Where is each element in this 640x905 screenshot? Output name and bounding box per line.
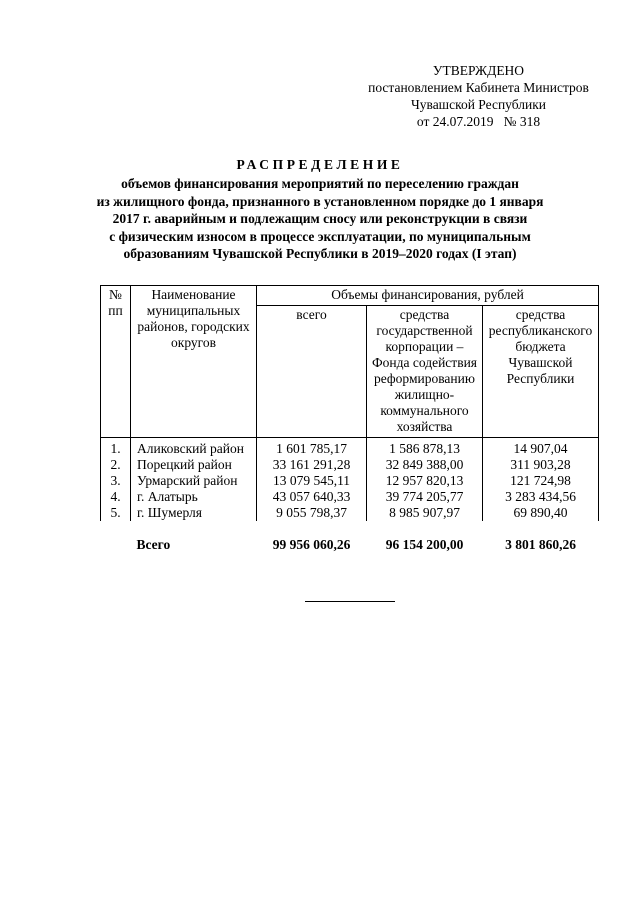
- row-republic: 3 283 434,56: [483, 489, 599, 505]
- document-title: [60, 155, 580, 263]
- row-republic: 14 907,04: [483, 438, 599, 458]
- row-name: Аликовский район: [131, 438, 257, 458]
- table-row: [101, 457, 599, 473]
- approval-heading: УТВЕРЖДЕНО: [432, 63, 525, 78]
- header-fund: средства государственной корпорации – Фонда содействия реформированию жилищно-коммунального хозяйства: [367, 306, 483, 438]
- title-line-4: с физическим износом в процессе эксплуатации, по муниципальным: [109, 228, 531, 244]
- row-fund: 8 985 907,97: [367, 505, 483, 521]
- table-row: [101, 473, 599, 489]
- row-republic: 311 903,28: [483, 457, 599, 473]
- title-line-2: из жилищного фонда, признанного в установленном порядке до 1 января: [96, 193, 544, 209]
- row-republic: 121 724,98: [483, 473, 599, 489]
- header-number: № пп: [101, 286, 131, 438]
- row-total: 1 601 785,17: [257, 438, 367, 458]
- row-number: 3.: [101, 473, 131, 489]
- table-row: [101, 505, 599, 521]
- row-number: 4.: [101, 489, 131, 505]
- approval-issuer: постановлением Кабинета Министров: [368, 80, 589, 95]
- row-fund: 32 849 388,00: [367, 457, 483, 473]
- total-republic: 3 801 860,26: [505, 537, 576, 552]
- title-line-1: объемов финансирования мероприятий по переселению граждан: [121, 176, 519, 191]
- row-number: 5.: [101, 505, 131, 521]
- title-line-5: образованиям Чувашской Республики в 2019–2020 годах (I этап): [123, 246, 517, 261]
- total-sum: 99 956 060,26: [272, 537, 351, 552]
- header-republic: средства республиканского бюджета Чувашской Республики: [483, 306, 599, 438]
- row-total: 33 161 291,28: [257, 457, 367, 473]
- row-name: Урмарский район: [131, 473, 257, 489]
- table-row: [101, 438, 599, 458]
- row-fund: 39 774 205,77: [367, 489, 483, 505]
- row-total: 13 079 545,11: [257, 473, 367, 489]
- title-heading: РАСПРЕДЕЛЕНИЕ: [236, 157, 404, 172]
- row-name: г. Шумерля: [131, 505, 257, 521]
- approval-stamp: [355, 62, 602, 130]
- title-line-3: 2017 г. аварийным и подлежащим сносу или реконструкции в связи: [112, 211, 528, 226]
- header-name: Наименование муниципальных районов, городских округов: [131, 286, 257, 438]
- header-total: всего: [257, 306, 367, 438]
- row-fund: 12 957 820,13: [367, 473, 483, 489]
- row-total: 9 055 798,37: [257, 505, 367, 521]
- closing-rule: [305, 601, 395, 602]
- row-name: г. Алатырь: [131, 489, 257, 505]
- total-fund: 96 154 200,00: [385, 537, 464, 552]
- table-spacer: [101, 521, 599, 537]
- table-row: [101, 489, 599, 505]
- row-total: 43 057 640,33: [257, 489, 367, 505]
- approval-republic: Чувашской Республики: [410, 97, 547, 112]
- row-fund: 1 586 878,13: [367, 438, 483, 458]
- row-number: 1.: [101, 438, 131, 458]
- row-republic: 69 890,40: [483, 505, 599, 521]
- financing-table: [100, 285, 598, 553]
- approval-date-number: от 24.07.2019 № 318: [416, 114, 541, 129]
- row-name: Порецкий район: [131, 457, 257, 473]
- row-number: 2.: [101, 457, 131, 473]
- total-label: Всего: [136, 537, 171, 552]
- header-volumes: Объемы финансирования, рублей: [257, 286, 599, 306]
- table-total-row: [101, 537, 599, 553]
